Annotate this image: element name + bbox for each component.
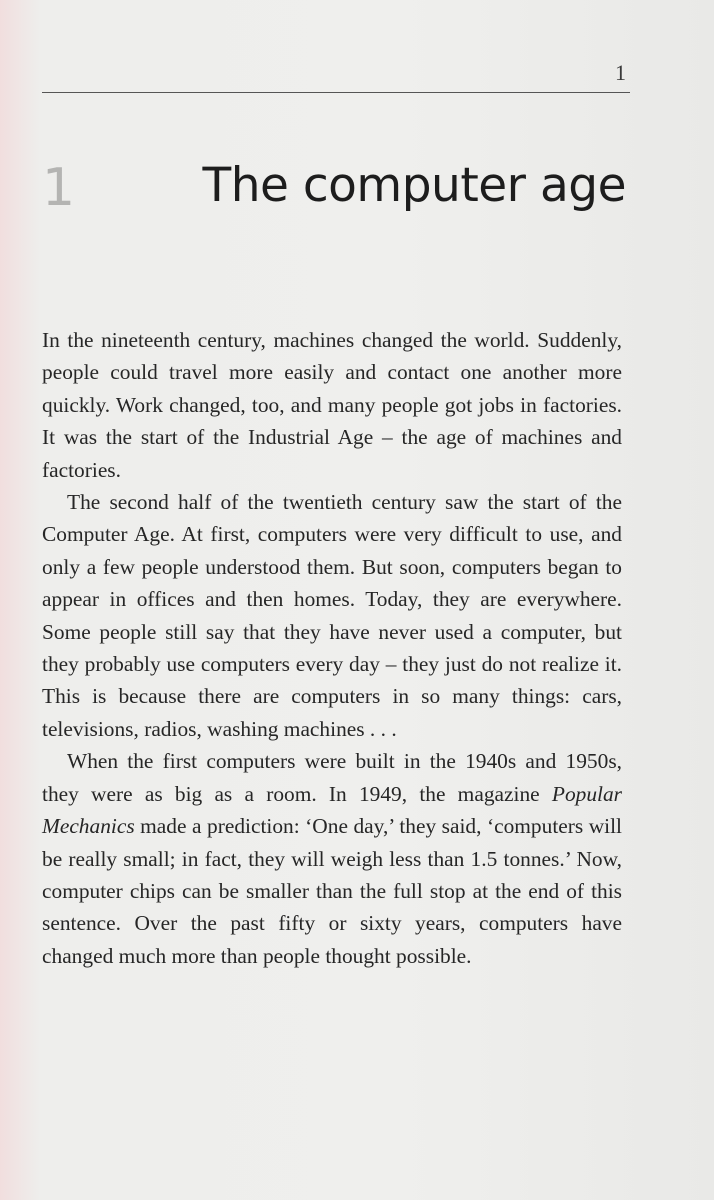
paragraph-3-end: made a prediction: ‘One day,’ they said, ‘computers will be really small; in fact, they will weigh less than 1.5 tonnes.’ Now, computer chips can be smaller than the full stop at the end of this sentence. Over the past fifty or sixty years, computers have changed much more than people thought possible.	[42, 814, 622, 968]
paragraph-3	[42, 745, 622, 972]
chapter-number: 1	[42, 158, 76, 218]
paragraph-2: The second half of the twentieth century saw the start of the Computer Age. At first, computers were very difficult to use, and only a few people understood them. But soon, computers began to appear in offices and then homes. Today, they are everywhere. Some people still say that they have never used a computer, but they probably use computers every day – they just do not realize it. This is because there are computers in so many things: cars, televisions, radios, washing machines . . .	[42, 490, 622, 741]
magazine-title: Popular Mechanics	[42, 781, 622, 839]
paragraph-1: In the nineteenth century, machines changed the world. Suddenly, people could travel more easily and contact one another more quickly. Work changed, too, and many people got jobs in factories. It was the start of the Industrial Age – the age of machines and factories.	[42, 328, 622, 482]
paragraph-3-start: When the first computers were built in the 1940s and 1950s, they were as big as a room. In 1949, the magazine	[42, 749, 622, 806]
page-number: 1	[615, 60, 626, 85]
header-rule	[42, 92, 630, 93]
chapter-title: The computer age	[202, 158, 626, 213]
body-text	[42, 324, 622, 972]
